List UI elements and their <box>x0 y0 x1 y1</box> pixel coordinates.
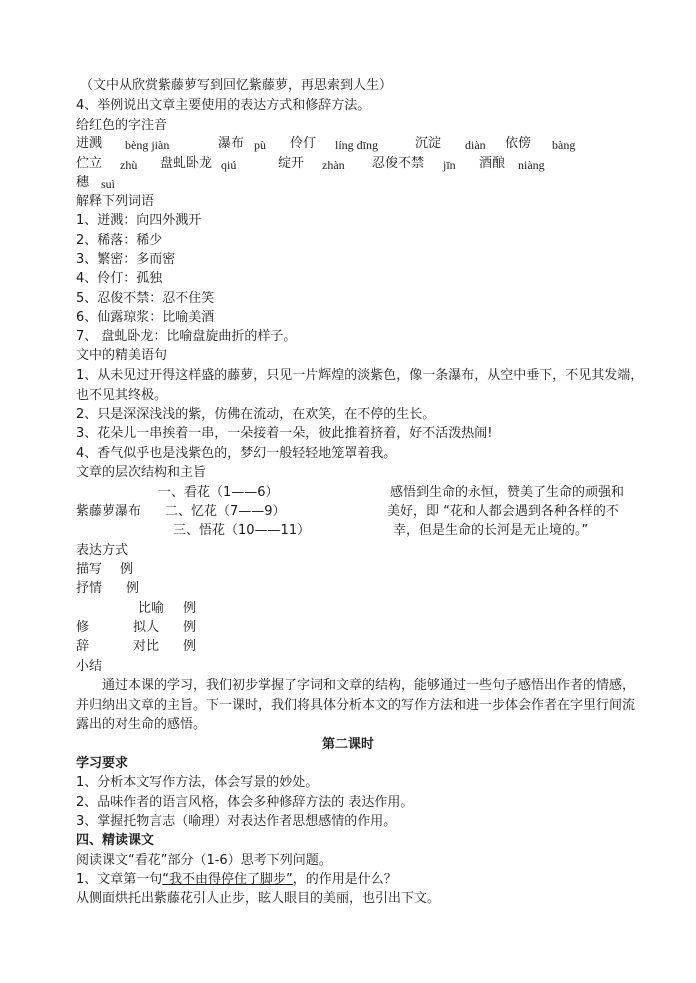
expression-heading: 表达方式 <box>76 543 129 558</box>
pinyin-word: 沉淀 <box>415 136 442 151</box>
vocab-item: 7、 盘虬卧龙：比喻盘旋曲折的样子。 <box>76 329 297 344</box>
answer-1: 从侧面烘托出紫藤花引人止步，眩人眼目的美丽，也引出下文。 <box>76 891 441 906</box>
pinyin-word: 酒酿 <box>479 156 506 171</box>
question-1-quote: “我不由得停住了脚步” <box>162 872 293 887</box>
vocab-item: 3、繁密：多而密 <box>76 252 176 267</box>
structure-part: 二、忆花（7——9） <box>165 504 286 519</box>
pinyin-word: 依傍 <box>505 136 532 151</box>
pinyin-word: 伶仃 <box>290 136 317 151</box>
rhetoric-metaphor: 比喻 <box>138 601 165 616</box>
sentence-line: 也不见其终极。 <box>76 388 168 403</box>
vocab-item: 4、伶仃：孤独 <box>76 271 163 286</box>
theme-line: 幸，但是生命的长河是无止境的。” <box>393 523 589 538</box>
rhetoric-personification: 拟人 <box>133 620 160 635</box>
pinyin-reading: zhàn <box>322 158 345 172</box>
example-label: 例 <box>120 562 134 577</box>
intro-note: （文中从欣赏紫藤萝写到回忆紫藤萝，再思索到人生） <box>80 78 393 93</box>
pinyin-word: 瀑布 <box>218 136 245 151</box>
pinyin-word: 迸溅 <box>76 136 103 151</box>
pinyin-reading: pù <box>254 138 266 152</box>
sentence-line: 2、只是深深浅浅的紫，仿佛在流动，在欢笑，在不停的生长。 <box>76 407 436 422</box>
expression-lyric: 抒情 <box>76 581 103 596</box>
pinyin-word: 忍俊不禁 <box>372 156 425 171</box>
pinyin-reading: bàng <box>552 138 576 152</box>
vocab-item: 1、迸溅：向四外溅开 <box>76 213 202 228</box>
pinyin-reading: jīn <box>443 158 456 172</box>
vocab-item: 5、忍俊不禁：忍不住笑 <box>76 291 215 306</box>
pinyin-reading: bèng jiàn <box>125 138 170 152</box>
pinyin-heading: 给红色的字注音 <box>76 118 168 133</box>
sentence-line: 4、香气似乎也是浅紫色的，梦幻一般轻轻地笼罩着我。 <box>76 446 397 461</box>
sentence-line: 3、花朵儿一串挨着一串，一朵接着一朵，彼此推着挤着，好不活泼热闹! <box>76 426 493 441</box>
summary-heading: 小结 <box>76 659 103 674</box>
rhetoric-label: 辞 <box>76 639 90 654</box>
question-1-suffix: ，的作用是什么？ <box>292 872 397 887</box>
pinyin-word: 盘虬卧龙 <box>160 156 213 171</box>
pinyin-reading: zhù <box>120 158 138 172</box>
summary-line: 通过本课的学习，我们初步掌握了字词和文章的结构，能够通过一些句子感悟出作者的情感， <box>102 678 636 693</box>
summary-line: 露出的对生命的感悟。 <box>76 717 207 732</box>
vocab-item: 6、仙露琼浆：比喻美酒 <box>76 310 215 325</box>
rhetoric-contrast: 对比 <box>133 639 160 654</box>
example-label: 例 <box>183 620 197 635</box>
pinyin-reading: líng dīng <box>335 138 379 152</box>
requirement-item: 3、掌握托物言志（喻理）对表达作者思想感情的作用。 <box>76 814 397 829</box>
section-4-heading: 四、精读课文 <box>76 833 155 848</box>
theme-line: 美好，即 “花和人都会遇到各种各样的不 <box>387 504 619 519</box>
pinyin-word: 伫立 <box>76 156 103 171</box>
summary-line: 并归纳出文章的主旨。下一课时，我们将具体分析本文的写作方法和进一步体会作者在字里行间流 <box>76 698 636 713</box>
example-label: 例 <box>183 601 197 616</box>
expression-describe: 描写 <box>76 562 103 577</box>
reading-prompt: 阅读课文“看花”部分（1-6）思考下列问题。 <box>76 853 332 868</box>
pinyin-word: 穗 <box>76 175 90 190</box>
structure-root: 紫藤萝瀑布 <box>76 504 142 519</box>
example-label: 例 <box>183 639 197 654</box>
pinyin-reading: suì <box>101 177 116 191</box>
pinyin-reading: niàng <box>518 158 545 172</box>
requirements-heading: 学习要求 <box>76 756 129 771</box>
question-4: 4、举例说出文章主要使用的表达方式和修辞方法。 <box>76 98 371 113</box>
structure-heading: 文章的层次结构和主旨 <box>76 465 207 480</box>
question-1-prefix: 1、文章第一句 <box>76 872 163 887</box>
sentence-line: 1、从未见过开得这样盛的藤萝，只见一片辉煌的淡紫色，像一条瀑布，从空中垂下，不见其发端， <box>76 368 644 383</box>
theme-line: 感悟到生命的永恒，赞美了生命的顽强和 <box>390 485 625 500</box>
lesson2-title: 第二课时 <box>321 737 374 752</box>
rhetoric-label: 修 <box>76 620 90 635</box>
structure-part: 三、悟花（10——11） <box>173 523 311 538</box>
sentences-heading: 文中的精美语句 <box>76 348 168 363</box>
requirement-item: 2、品味作者的语言风格，体会多种修辞方法的 表达作用。 <box>76 795 414 810</box>
pinyin-reading: diàn <box>465 138 486 152</box>
pinyin-word: 绽开 <box>278 156 305 171</box>
pinyin-reading: qiú <box>221 158 237 172</box>
vocab-heading: 解释下列词语 <box>76 194 155 209</box>
vocab-item: 2、稀落：稀少 <box>76 233 163 248</box>
structure-part: 一、看花（1——6） <box>158 485 279 500</box>
example-label: 例 <box>126 581 140 596</box>
requirement-item: 1、分析本文写作方法，体会写景的妙处。 <box>76 775 319 790</box>
question-1 <box>76 871 397 889</box>
